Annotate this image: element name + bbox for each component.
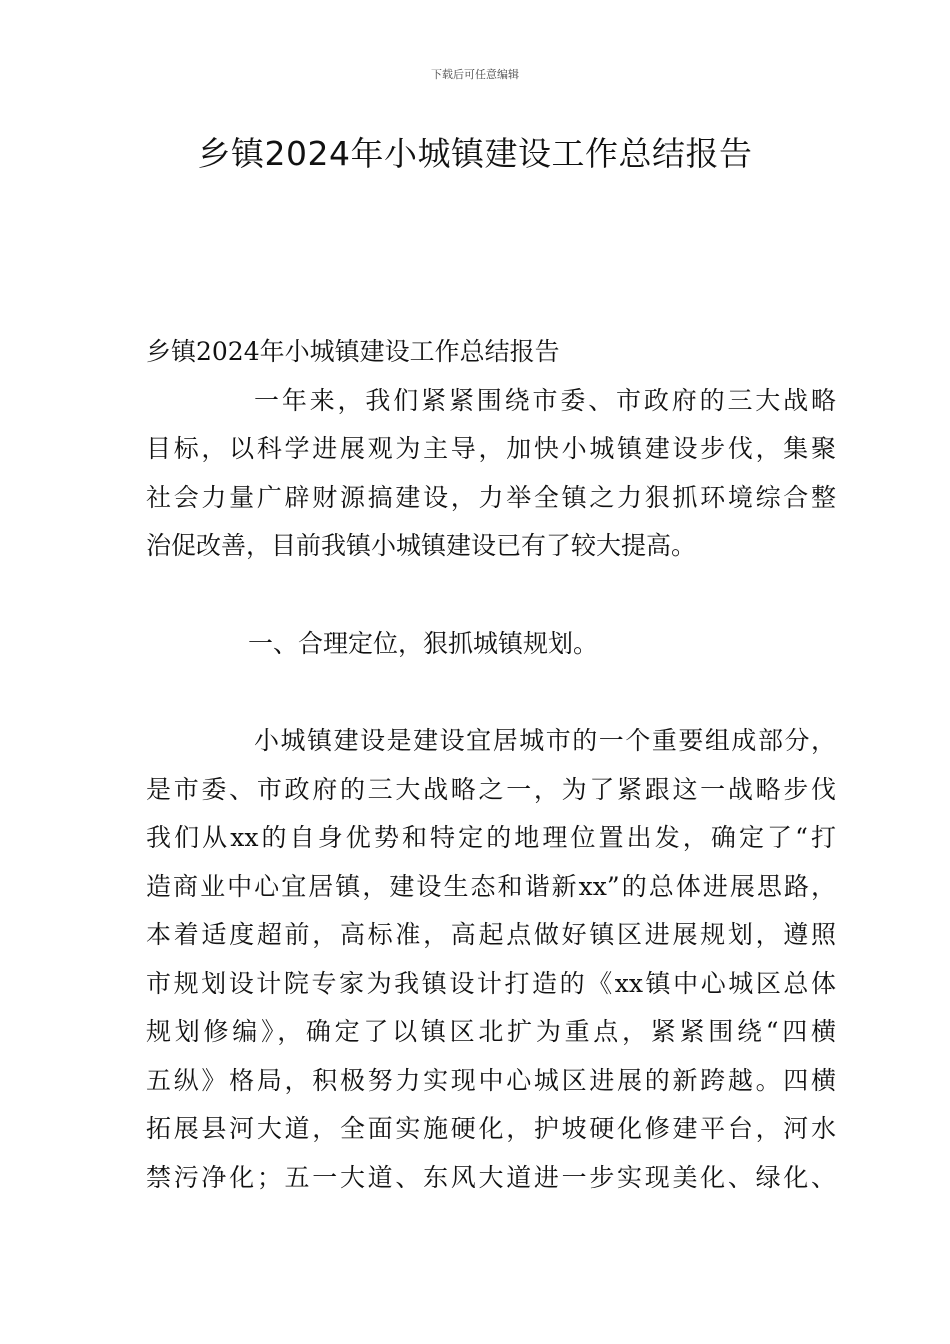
paragraph-line: 一年来，我们紧紧围绕市委、市政府的三大战略 bbox=[254, 385, 836, 415]
paragraph-line: 我们从xx的自身优势和特定的地理位置出发，确定了“打 bbox=[146, 823, 836, 852]
document-title: 乡镇2024年小城镇建设工作总结报告 bbox=[197, 134, 753, 173]
paragraph-line: 五纵》格局，积极努力实现中心城区进展的新跨越。四横 bbox=[146, 1065, 836, 1095]
paragraph-line: 本着适度超前，高标准，高起点做好镇区进展规划，遵照 bbox=[146, 920, 836, 949]
paragraph-line: 市规划设计院专家为我镇设计打造的《xx镇中心城区总体 bbox=[146, 968, 836, 998]
document-body bbox=[146, 328, 836, 1202]
paragraph-gap bbox=[146, 668, 836, 717]
paragraph-gap bbox=[146, 571, 836, 620]
paragraph-line: 小城镇建设是建设宜居城市的一个重要组成部分， bbox=[254, 726, 836, 755]
paragraph-line: 拓展县河大道，全面实施硬化，护坡硬化修建平台，河水 bbox=[146, 1114, 836, 1143]
document-subtitle: 乡镇2024年小城镇建设工作总结报告 bbox=[146, 337, 560, 366]
paragraph-line: 目标，以科学进展观为主导，加快小城镇建设步伐，集聚 bbox=[146, 434, 836, 463]
paragraph-line: 规划修编》，确定了以镇区北扩为重点，紧紧围绕“四横 bbox=[146, 1017, 836, 1046]
header-note: 下载后可任意编辑 bbox=[431, 68, 519, 81]
paragraph-line: 社会力量广辟财源搞建设，力举全镇之力狠抓环境综合整 bbox=[146, 482, 836, 512]
paragraph-intro bbox=[146, 377, 836, 571]
section-heading: 一、合理定位，狠抓城镇规划。 bbox=[248, 628, 599, 658]
paragraph-planning bbox=[146, 717, 836, 1202]
paragraph-line: 是市委、市政府的三大战略之一，为了紧跟这一战略步伐 bbox=[146, 774, 836, 804]
paragraph-line: 造商业中心宜居镇，建设生态和谐新xx”的总体进展思路， bbox=[146, 871, 836, 901]
paragraph-line: 治促改善，目前我镇小城镇建设已有了较大提高。 bbox=[146, 531, 697, 560]
paragraph-line: 禁污净化；五一大道、东风大道进一步实现美化、绿化、 bbox=[146, 1162, 836, 1192]
